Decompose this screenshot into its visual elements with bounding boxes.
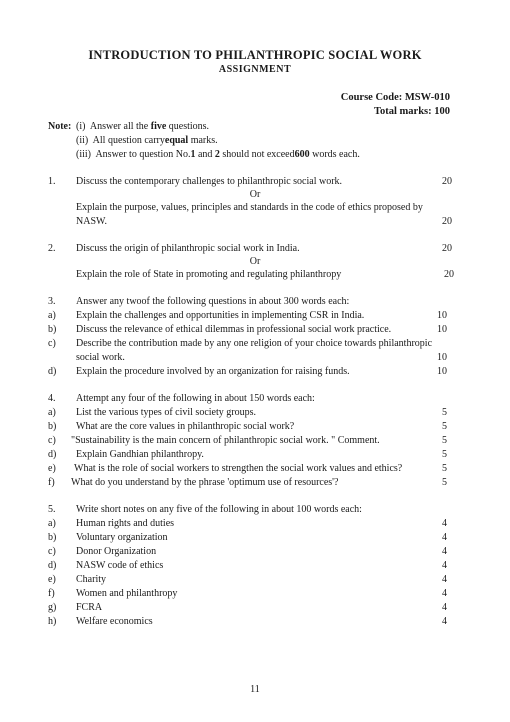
sub-marks: 4 bbox=[442, 616, 447, 627]
question-text: Explain the purpose, values, principles and standards in the code of ethics proposed by bbox=[76, 202, 423, 213]
sub-label: d) bbox=[48, 560, 57, 571]
sub-marks: 4 bbox=[442, 574, 447, 585]
sub-question: List the various types of civil society groups. bbox=[76, 407, 256, 418]
sub-label: b) bbox=[48, 421, 57, 432]
sub-label: d) bbox=[48, 449, 57, 460]
or-separator: Or bbox=[249, 256, 261, 267]
sub-label: e) bbox=[48, 574, 56, 585]
question-text: Discuss the origin of philanthropic social work in India. bbox=[76, 243, 300, 254]
sub-marks: 4 bbox=[442, 588, 447, 599]
sub-marks: 5 bbox=[442, 407, 447, 418]
sub-marks: 4 bbox=[442, 560, 447, 571]
sub-marks: 5 bbox=[442, 449, 447, 460]
sub-marks: 5 bbox=[442, 421, 447, 432]
document-subtitle: ASSIGNMENT bbox=[218, 64, 292, 75]
sub-marks: 10 bbox=[437, 324, 447, 335]
sub-question: What are the core values in philanthropic social work? bbox=[76, 421, 295, 432]
sub-question: "Sustainability is the main concern of philanthropic social work. " Comment. bbox=[71, 435, 380, 446]
note-line: (i) Answer all the five questions. bbox=[76, 121, 210, 132]
sub-question: Human rights and duties bbox=[76, 518, 175, 529]
sub-question: Voluntary organization bbox=[76, 532, 168, 543]
sub-question: Explain Gandhian philanthropy. bbox=[76, 449, 204, 460]
sub-question: Charity bbox=[76, 574, 106, 585]
question-text: Explain the role of State in promoting and regulating philanthropy bbox=[76, 269, 342, 280]
question-intro: Answer any twoof the following questions in about 300 words each: bbox=[76, 296, 350, 307]
sub-marks: 4 bbox=[442, 518, 447, 529]
sub-question: Describe the contribution made by any one religion of your choice towards philanthropic bbox=[76, 338, 433, 349]
sub-question: social work. bbox=[76, 352, 125, 363]
question-marks: 20 bbox=[442, 176, 452, 187]
sub-label: a) bbox=[48, 518, 56, 529]
question-marks: 20 bbox=[444, 269, 454, 280]
sub-marks: 5 bbox=[442, 477, 447, 488]
question-marks: 20 bbox=[442, 243, 452, 254]
sub-label: e) bbox=[48, 463, 56, 474]
question-text: NASW. bbox=[76, 216, 108, 227]
note-line: (ii) All question carryequal marks. bbox=[76, 135, 218, 146]
sub-label: f) bbox=[48, 588, 55, 599]
page-number: 11 bbox=[250, 684, 260, 695]
sub-marks: 4 bbox=[442, 546, 447, 557]
sub-question: Discuss the relevance of ethical dilemmas in professional social work practice. bbox=[76, 324, 392, 335]
question-number: 5. bbox=[48, 504, 56, 515]
document-title: INTRODUCTION TO PHILANTHROPIC SOCIAL WORK bbox=[88, 48, 422, 62]
question-number: 3. bbox=[48, 296, 56, 307]
question-number: 2. bbox=[48, 243, 56, 254]
sub-label: b) bbox=[48, 532, 57, 543]
sub-question: What do you understand by the phrase 'optimum use of resources'? bbox=[71, 477, 339, 488]
sub-marks: 10 bbox=[437, 366, 447, 377]
question-intro: Write short notes on any five of the following in about 100 words each: bbox=[76, 504, 362, 515]
question-number: 4. bbox=[48, 393, 56, 404]
sub-question: Explain the procedure involved by an organization for raising funds. bbox=[76, 366, 350, 377]
course-code: Course Code: MSW-010 bbox=[340, 92, 450, 103]
sub-label: c) bbox=[48, 546, 56, 557]
question-marks: 20 bbox=[442, 216, 452, 227]
sub-marks: 10 bbox=[437, 352, 447, 363]
sub-question: Welfare economics bbox=[76, 616, 153, 627]
sub-label: b) bbox=[48, 324, 57, 335]
sub-marks: 4 bbox=[442, 532, 447, 543]
sub-question: What is the role of social workers to strengthen the social work values and ethics? bbox=[74, 463, 403, 474]
sub-label: f) bbox=[48, 477, 55, 488]
or-separator: Or bbox=[249, 189, 261, 200]
sub-label: a) bbox=[48, 310, 56, 321]
question-intro: Attempt any four of the following in about 150 words each: bbox=[76, 393, 315, 404]
question-number: 1. bbox=[48, 176, 56, 187]
sub-question: NASW code of ethics bbox=[76, 560, 164, 571]
sub-marks: 5 bbox=[442, 435, 447, 446]
sub-label: c) bbox=[48, 338, 56, 349]
note-line: (iii) Answer to question No.1 and 2 should not exceed600 words each. bbox=[76, 149, 360, 160]
note-label: Note: bbox=[48, 121, 72, 132]
sub-question: Explain the challenges and opportunities in implementing CSR in India. bbox=[76, 310, 365, 321]
sub-marks: 5 bbox=[442, 463, 447, 474]
sub-question: Donor Organization bbox=[76, 546, 157, 557]
sub-label: g) bbox=[48, 602, 57, 613]
sub-question: Women and philanthropy bbox=[76, 588, 178, 599]
sub-label: c) bbox=[48, 435, 56, 446]
sub-marks: 10 bbox=[437, 310, 447, 321]
sub-label: h) bbox=[48, 616, 57, 627]
sub-label: d) bbox=[48, 366, 57, 377]
sub-label: a) bbox=[48, 407, 56, 418]
sub-question: FCRA bbox=[76, 602, 103, 613]
sub-marks: 4 bbox=[442, 602, 447, 613]
question-text: Discuss the contemporary challenges to philanthropic social work. bbox=[76, 176, 343, 187]
total-marks: Total marks: 100 bbox=[373, 106, 450, 117]
